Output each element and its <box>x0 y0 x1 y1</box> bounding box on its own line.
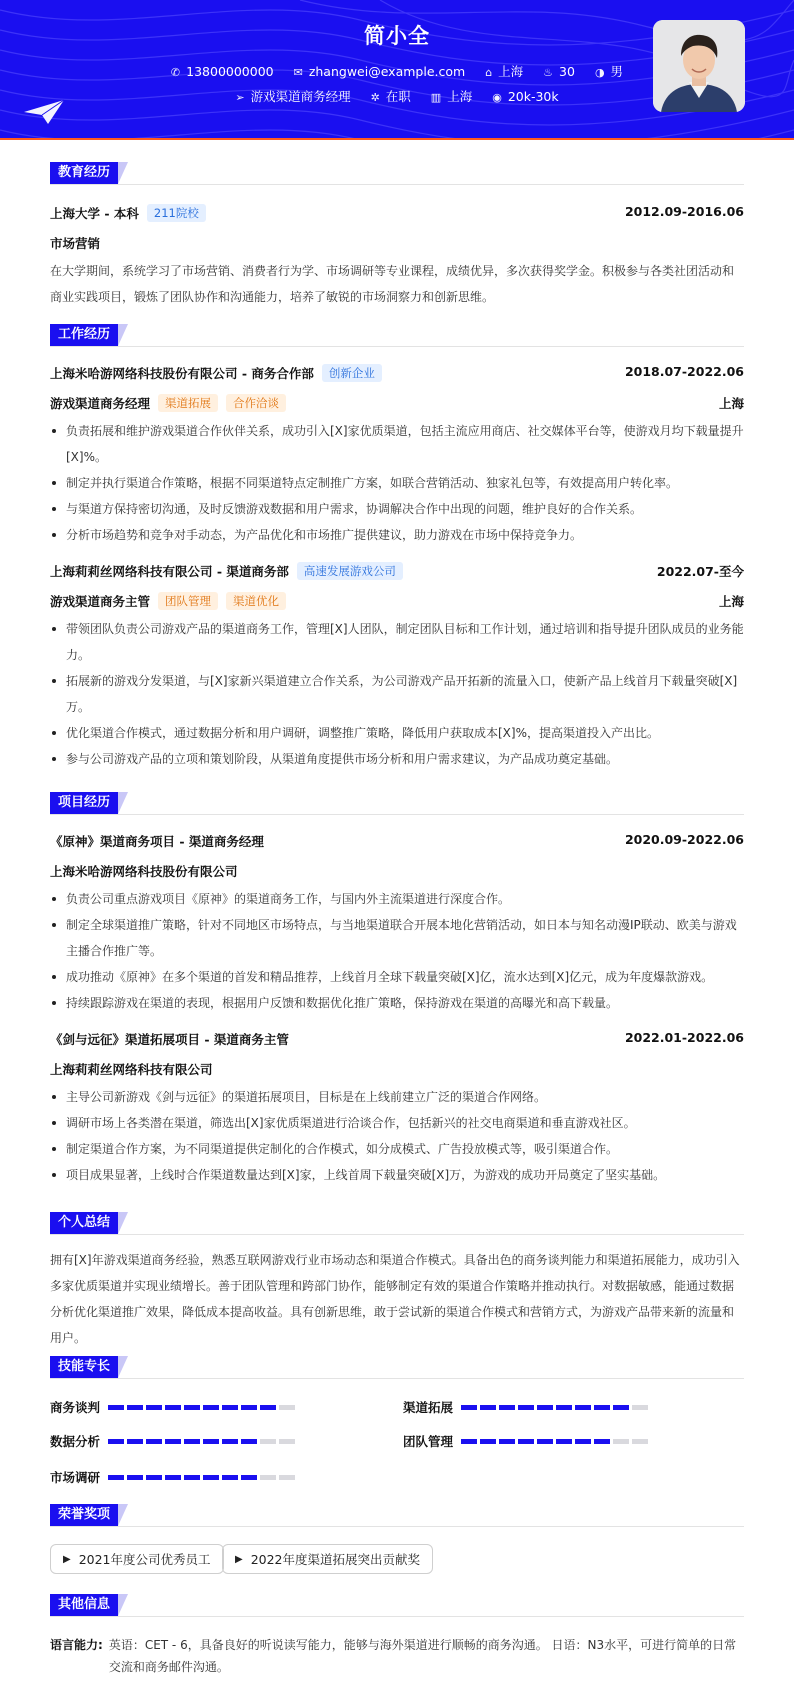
job-city: 上海 <box>718 594 744 609</box>
divider <box>50 1616 744 1617</box>
project-bullets <box>50 1084 744 1188</box>
building-icon: ▥ <box>430 91 442 104</box>
skill-segment-filled <box>108 1405 124 1410</box>
skill-segment-filled <box>146 1439 162 1444</box>
job-bullets <box>50 418 744 548</box>
status-item <box>371 87 411 105</box>
award-label: 2022年度渠道拓展突出贡献奖 <box>250 1552 421 1567</box>
list-item: 制定全球渠道推广策略，针对不同地区市场特点，与当地渠道联合开展本地化营销活动，如日本与知名动漫IP联动、欧美与游戏主播合作推广等。 <box>50 912 744 964</box>
skill-segment-empty <box>632 1405 648 1410</box>
education-header <box>50 204 744 222</box>
divider <box>50 346 744 347</box>
skill-segment-filled <box>146 1475 162 1480</box>
email-value: zhangwei@example.com <box>308 64 466 79</box>
skill-item <box>403 1398 651 1416</box>
skill-segment-empty <box>260 1439 276 1444</box>
skill-segment-filled <box>518 1439 534 1444</box>
age-item <box>543 64 575 79</box>
award-item <box>222 1544 433 1574</box>
award-label: 2021年度公司优秀员工 <box>78 1552 211 1567</box>
skill-segment-filled <box>575 1405 591 1410</box>
skill-segment-filled <box>127 1405 143 1410</box>
education-major: 市场营销 <box>50 236 101 251</box>
job-company-tag: 创新企业 <box>322 364 382 382</box>
education-desc: 在大学期间，系统学习了市场营销、消费者行为学、市场调研等专业课程，成绩优异，多次获得奖学金。积极参与各类社团活动和商业实践项目，锻炼了团队协作和沟通能力，培养了敏锐的市场洞察力和创新思维。 <box>50 264 735 304</box>
skill-segment-filled <box>184 1439 200 1444</box>
section-summary <box>50 1212 128 1234</box>
skill-segment-filled <box>499 1439 515 1444</box>
city-value: 上海 <box>447 89 473 104</box>
skill-segment-filled <box>203 1475 219 1480</box>
gender-icon: ◑ <box>594 66 605 79</box>
job-role-row <box>50 592 744 610</box>
candidate-name: 简小全 <box>364 24 430 48</box>
phone-icon: ✆ <box>170 66 181 79</box>
job-bullets <box>50 616 744 772</box>
skill-segment-filled <box>127 1475 143 1480</box>
skill-segment-filled <box>127 1439 143 1444</box>
job-company: 上海米哈游网络科技股份有限公司 - 商务合作部 <box>50 366 314 381</box>
language-text: 英语：CET - 6，具备良好的听说读写能力，能够与海外渠道进行顺畅的商务沟通。 日语：N3水平，可进行简单的日常交流和商务邮件沟通。 <box>108 1638 737 1674</box>
money-icon: ◉ <box>492 91 502 104</box>
list-item: 分析市场趋势和竞争对手动态，为产品优化和市场推广提供建议，助力游戏在市场中保持竞争力。 <box>50 522 744 548</box>
section-projects-title: 项目经历 <box>50 792 118 814</box>
skill-segment-filled <box>594 1439 610 1444</box>
project-company: 上海米哈游网络科技股份有限公司 <box>50 864 238 879</box>
skill-name: 商务谈判 <box>50 1400 101 1415</box>
job-role-row <box>50 394 744 412</box>
project-header <box>50 1030 744 1048</box>
resume-header <box>0 0 794 140</box>
gender-item <box>595 62 623 80</box>
skill-segment-filled <box>222 1475 238 1480</box>
divider <box>50 1526 744 1527</box>
section-other-title: 其他信息 <box>50 1594 118 1616</box>
salary-value: 20k-30k <box>507 89 559 104</box>
job-date: 2018.07-2022.06 <box>624 364 744 379</box>
header-accent-stripe <box>0 138 794 140</box>
list-item: 制定渠道合作方案，为不同渠道提供定制化的合作模式，如分成模式、广告投放模式等，吸引渠道合作。 <box>50 1136 744 1162</box>
skill-segment-filled <box>222 1439 238 1444</box>
section-summary-title: 个人总结 <box>50 1212 118 1234</box>
section-education-title: 教育经历 <box>50 162 118 184</box>
skill-segment-empty <box>613 1439 629 1444</box>
skill-segment-filled <box>203 1405 219 1410</box>
skill-segment-filled <box>184 1475 200 1480</box>
skill-segment-filled <box>556 1439 572 1444</box>
list-item: 负责公司重点游戏项目《原神》的渠道商务工作，与国内外主流渠道进行深度合作。 <box>50 886 744 912</box>
job-role: 游戏渠道商务主管 <box>50 594 151 609</box>
cake-icon: ♨ <box>543 66 554 79</box>
skill-name: 团队管理 <box>403 1434 454 1449</box>
education-date: 2012.09-2016.06 <box>624 204 744 219</box>
section-education <box>50 162 128 184</box>
skill-level-bar <box>108 1439 298 1444</box>
skill-segment-empty <box>279 1475 295 1480</box>
skill-name: 渠道拓展 <box>403 1400 454 1415</box>
skill-item <box>50 1432 298 1450</box>
list-item: 项目成果显著，上线时合作渠道数量达到[X]家，上线首周下载量突破[X]万，为游戏的成功开局奠定了坚实基础。 <box>50 1162 744 1188</box>
skill-segment-filled <box>108 1475 124 1480</box>
school-tag: 211院校 <box>147 204 206 222</box>
skill-segment-filled <box>480 1439 496 1444</box>
divider <box>50 814 744 815</box>
job-company-tag: 高速发展游戏公司 <box>297 562 403 580</box>
position-value: 游戏渠道商务经理 <box>250 89 351 104</box>
list-item: 拓展新的游戏分发渠道，与[X]家新兴渠道建立合作关系，为公司游戏产品开拓新的流量入口，使新产品上线首月下载量突破[X]万。 <box>50 668 744 720</box>
skill-item <box>50 1468 298 1486</box>
school-line: 上海大学 - 本科 <box>50 206 139 221</box>
skill-segment-filled <box>518 1405 534 1410</box>
skill-name: 数据分析 <box>50 1434 101 1449</box>
summary-text: 拥有[X]年游戏渠道商务经验，熟悉互联网游戏行业市场动态和渠道合作模式。具备出色的商务谈判能力和渠道拓展能力，成功引入多家优质渠道并实现业绩增长。善于团队管理和跨部门协作，能够制定有效的渠道合作策略并推动执行。对数据敏感，能通过数据分析优化渠道推广效果，降低成本提高收益。具有创新思维，敢于尝试新的渠道合作模式和营销方式，为游戏产品带来新的流量和用户。 <box>50 1253 740 1345</box>
phone-value: 13800000000 <box>186 64 274 79</box>
divider <box>50 184 744 185</box>
job-city: 上海 <box>718 396 744 411</box>
age-value: 30 <box>559 64 575 79</box>
skill-segment-filled <box>556 1405 572 1410</box>
project-name: 《原神》渠道商务项目 - 渠道商务经理 <box>50 834 264 849</box>
skill-segment-filled <box>184 1405 200 1410</box>
skill-segment-empty <box>632 1439 648 1444</box>
skill-item <box>403 1432 651 1450</box>
section-awards <box>50 1504 128 1526</box>
skill-segment-filled <box>613 1405 629 1410</box>
triangle-right-icon: ▶ <box>235 1553 243 1565</box>
skill-segment-filled <box>203 1439 219 1444</box>
project-name: 《剑与远征》渠道拓展项目 - 渠道商务主管 <box>50 1032 289 1047</box>
job-tag: 渠道优化 <box>226 592 286 610</box>
job-header <box>50 562 744 580</box>
section-projects <box>50 792 128 814</box>
skill-segment-filled <box>108 1439 124 1444</box>
skill-segment-filled <box>499 1405 515 1410</box>
skill-level-bar <box>461 1439 651 1444</box>
section-skills <box>50 1356 128 1378</box>
list-item: 带领团队负责公司游戏产品的渠道商务工作，管理[X]人团队，制定团队目标和工作计划，通过培训和指导提升团队成员的业务能力。 <box>50 616 744 668</box>
status-icon: ✲ <box>370 91 380 104</box>
hometown-item <box>485 62 523 80</box>
list-item: 参与公司游戏产品的立项和策划阶段，从渠道角度提供市场分析和用户需求建议，为产品成功奠定基础。 <box>50 746 744 772</box>
skill-segment-filled <box>537 1439 553 1444</box>
skill-segment-filled <box>461 1439 477 1444</box>
avatar-portrait <box>653 20 745 112</box>
mail-icon: ✉ <box>293 66 303 79</box>
skill-segment-filled <box>146 1405 162 1410</box>
section-skills-title: 技能专长 <box>50 1356 118 1378</box>
skill-segment-filled <box>165 1475 181 1480</box>
skill-segment-empty <box>260 1475 276 1480</box>
job-tag: 团队管理 <box>158 592 218 610</box>
skill-level-bar <box>108 1405 298 1410</box>
list-item: 负责拓展和维护游戏渠道合作伙伴关系，成功引入[X]家优质渠道，包括主流应用商店、社交媒体平台等，使游戏月均下载量提升[X]%。 <box>50 418 744 470</box>
city-item <box>431 87 472 105</box>
skill-segment-filled <box>241 1475 257 1480</box>
language-label: 语言能力: <box>50 1638 103 1652</box>
language-row <box>50 1634 744 1678</box>
list-item: 成功推动《原神》在多个渠道的首发和精品推荐，上线首月全球下载量突破[X]亿，流水达到[X]亿元，成为年度爆款游戏。 <box>50 964 744 990</box>
divider <box>50 1234 744 1235</box>
status-value: 在职 <box>385 89 411 104</box>
skill-segment-filled <box>461 1405 477 1410</box>
skill-segment-filled <box>241 1405 257 1410</box>
skill-segment-filled <box>575 1439 591 1444</box>
position-item <box>235 87 350 105</box>
skill-segment-empty <box>279 1405 295 1410</box>
project-bullets <box>50 886 744 1016</box>
triangle-right-icon: ▶ <box>63 1553 71 1565</box>
skill-name: 市场调研 <box>50 1470 101 1485</box>
list-item: 持续跟踪游戏在渠道的表现，根据用户反馈和数据优化推广策略，保持游戏在渠道的高曝光和高下载量。 <box>50 990 744 1016</box>
gender-value: 男 <box>610 64 624 79</box>
home-icon: ⌂ <box>485 66 493 79</box>
skill-segment-filled <box>165 1405 181 1410</box>
award-item <box>50 1544 224 1574</box>
list-item: 优化渠道合作模式，通过数据分析和用户调研，调整推广策略，降低用户获取成本[X]%，提高渠道投入产出比。 <box>50 720 744 746</box>
project-date: 2022.01-2022.06 <box>624 1030 744 1045</box>
send-icon: ➢ <box>235 91 245 104</box>
salary-item <box>492 89 558 104</box>
skill-segment-filled <box>222 1405 238 1410</box>
skill-level-bar <box>108 1475 298 1480</box>
section-other <box>50 1594 128 1616</box>
email-item <box>294 64 466 79</box>
phone-item <box>171 64 274 79</box>
job-tag: 渠道拓展 <box>158 394 218 412</box>
list-item: 与渠道方保持密切沟通，及时反馈游戏数据和用户需求，协调解决合作中出现的问题，维护良好的合作关系。 <box>50 496 744 522</box>
section-work-title: 工作经历 <box>50 324 118 346</box>
job-tag: 合作洽谈 <box>226 394 286 412</box>
section-awards-title: 荣誉奖项 <box>50 1504 118 1526</box>
job-date: 2022.07-至今 <box>656 564 744 579</box>
list-item: 主导公司新游戏《剑与远征》的渠道拓展项目，目标是在上线前建立广泛的渠道合作网络。 <box>50 1084 744 1110</box>
project-header <box>50 832 744 850</box>
skill-segment-filled <box>260 1405 276 1410</box>
skill-item <box>50 1398 298 1416</box>
job-role: 游戏渠道商务经理 <box>50 396 151 411</box>
skill-segment-empty <box>279 1439 295 1444</box>
section-work <box>50 324 128 346</box>
skill-segment-filled <box>480 1405 496 1410</box>
job-header <box>50 364 744 382</box>
skill-level-bar <box>461 1405 651 1410</box>
skill-segment-filled <box>165 1439 181 1444</box>
avatar-photo <box>653 20 745 112</box>
project-company: 上海莉莉丝网络科技有限公司 <box>50 1062 213 1077</box>
job-company: 上海莉莉丝网络科技有限公司 - 渠道商务部 <box>50 564 289 579</box>
hometown-value: 上海 <box>498 64 524 79</box>
skill-segment-filled <box>537 1405 553 1410</box>
divider <box>50 1378 744 1379</box>
list-item: 制定并执行渠道合作策略，根据不同渠道特点定制推广方案，如联合营销活动、独家礼包等，有效提高用户转化率。 <box>50 470 744 496</box>
project-date: 2020.09-2022.06 <box>624 832 744 847</box>
list-item: 调研市场上各类潜在渠道，筛选出[X]家优质渠道进行洽谈合作，包括新兴的社交电商渠道和垂直游戏社区。 <box>50 1110 744 1136</box>
skill-segment-filled <box>594 1405 610 1410</box>
skill-segment-filled <box>241 1439 257 1444</box>
